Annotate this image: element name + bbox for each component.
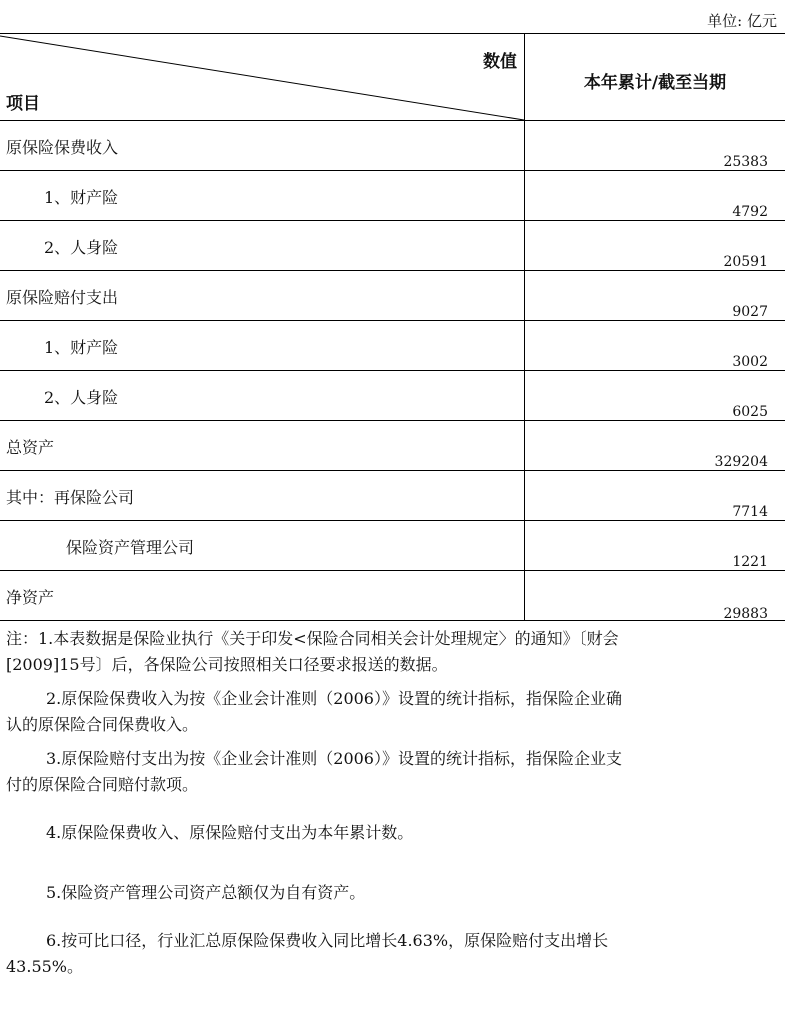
note-1-line-2: [2009]15号〕后，各保险公司按照相关口径要求报送的数据。 [6, 655, 448, 674]
header-item-label: 项目 [6, 94, 40, 114]
note-1-line-1: 注：1.本表数据是保险业执行《关于印发<保险合同相关会计处理规定〉的通知》〔财会 [6, 629, 619, 648]
row-label: 其中：再保险公司 [6, 488, 135, 507]
table-row [0, 271, 785, 321]
table-row [0, 171, 785, 221]
row-label: 原保险保费收入 [6, 138, 119, 157]
note-2-line-1: 2.原保险保费收入为按《企业会计准则（2006）》设置的统计指标，指保险企业确 [46, 689, 622, 708]
statistics-table [0, 33, 785, 621]
row-label: 2、人身险 [44, 388, 119, 407]
note-3-line-1: 3.原保险赔付支出为按《企业会计准则（2006）》设置的统计指标，指保险企业支 [46, 749, 622, 768]
row-value: 9027 [732, 304, 768, 320]
note-5: 5.保险资产管理公司资产总额仅为自有资产。 [46, 883, 366, 902]
table-row [0, 371, 785, 421]
row-label: 1、财产险 [44, 338, 119, 357]
table-row [0, 121, 785, 171]
header-diagonal-line [0, 34, 525, 121]
row-value: 6025 [732, 404, 768, 420]
table-row [0, 521, 785, 571]
row-value: 20591 [723, 254, 768, 270]
note-6-line-2: 43.55%。 [6, 957, 84, 976]
table-row [0, 321, 785, 371]
table-row [0, 421, 785, 471]
note-2-line-2: 认的原保险合同保费收入。 [6, 715, 199, 734]
row-value: 4792 [732, 204, 768, 220]
row-label: 保险资产管理公司 [66, 538, 195, 557]
row-label: 1、财产险 [44, 188, 119, 207]
note-3-line-2: 付的原保险合同赔付款项。 [6, 775, 199, 794]
row-label: 原保险赔付支出 [6, 288, 119, 307]
note-4: 4.原保险保费收入、原保险赔付支出为本年累计数。 [46, 823, 414, 842]
unit-label: 单位: 亿元 [707, 12, 777, 30]
note-6-line-1: 6.按可比口径，行业汇总原保险保费收入同比增长4.63%，原保险赔付支出增长 [46, 931, 609, 950]
row-label: 净资产 [6, 588, 55, 607]
row-value: 29883 [723, 606, 768, 622]
header-value-label: 数值 [483, 52, 517, 72]
row-label: 2、人身险 [44, 238, 119, 257]
table-row [0, 221, 785, 271]
row-value: 329204 [714, 454, 768, 470]
table-header [0, 34, 785, 121]
table-row [0, 571, 785, 622]
header-column-title: 本年累计/截至当期 [583, 73, 727, 93]
row-value: 25383 [723, 154, 768, 170]
row-value: 7714 [732, 504, 768, 520]
table-row [0, 471, 785, 521]
row-value: 3002 [732, 354, 768, 370]
row-label: 总资产 [6, 438, 55, 457]
row-value: 1221 [732, 554, 768, 570]
